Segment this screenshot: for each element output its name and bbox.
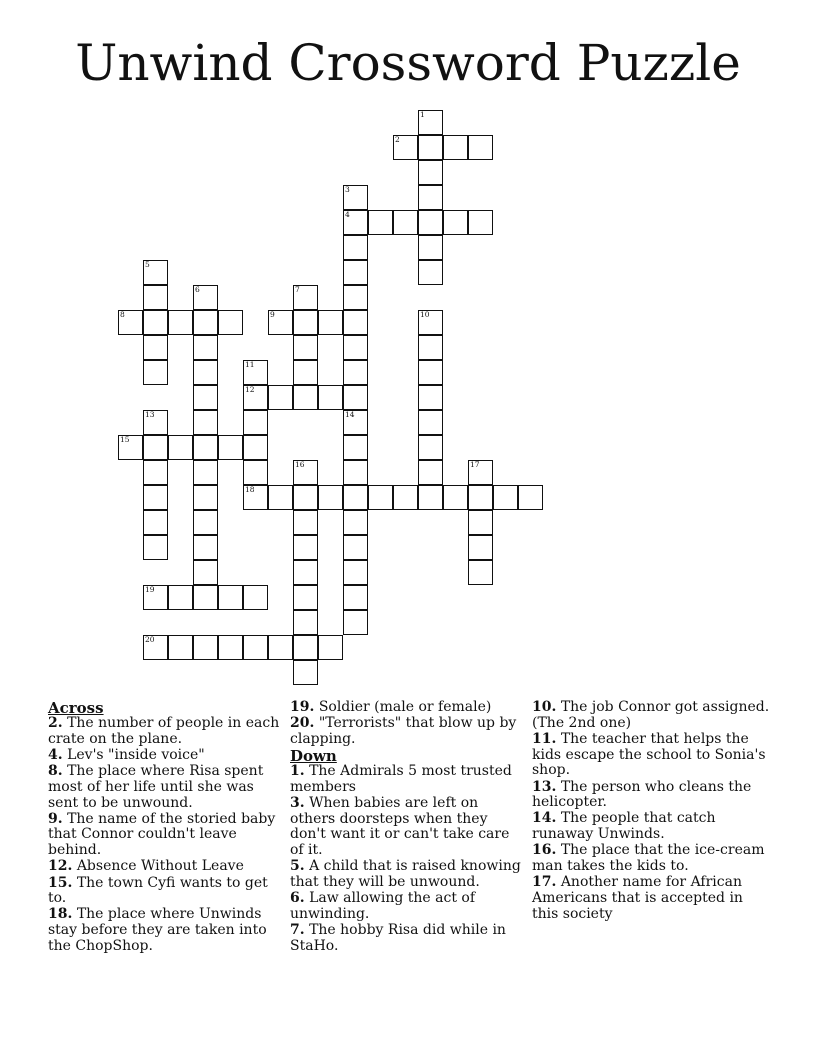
grid-cell[interactable] xyxy=(343,585,368,610)
down-heading: Down xyxy=(290,747,337,766)
clue-down-13: 13. The person who cleans the helicopter. xyxy=(532,778,752,811)
grid-cell[interactable] xyxy=(343,335,368,360)
grid-cell[interactable] xyxy=(418,260,443,285)
grid-cell[interactable] xyxy=(418,185,443,210)
grid-cell[interactable] xyxy=(293,660,318,685)
grid-cell[interactable] xyxy=(243,410,268,435)
clue-number: 18 xyxy=(245,485,255,494)
grid-cell[interactable] xyxy=(193,335,218,360)
grid-cell[interactable] xyxy=(118,310,143,335)
clue-number: 5 xyxy=(145,260,150,269)
grid-cell[interactable] xyxy=(468,485,493,510)
grid-cell[interactable] xyxy=(318,310,343,335)
grid-cell[interactable] xyxy=(193,535,218,560)
clue-number: 6 xyxy=(195,285,200,294)
grid-cell[interactable] xyxy=(443,485,468,510)
clues-column-1 xyxy=(48,700,284,955)
grid-cell[interactable] xyxy=(468,510,493,535)
grid-cell[interactable] xyxy=(268,310,293,335)
grid-cell[interactable] xyxy=(143,310,168,335)
grid-cell[interactable] xyxy=(343,560,368,585)
grid-cell[interactable] xyxy=(418,360,443,385)
grid-cell[interactable] xyxy=(293,460,318,485)
clue-across-8: 8. The place where Risa spent most of her life until she was sent to be unwound. xyxy=(48,763,264,811)
grid-cell[interactable] xyxy=(293,310,318,335)
grid-cell[interactable] xyxy=(343,310,368,335)
grid-cell[interactable] xyxy=(318,485,343,510)
clue-across-19: 19. Soldier (male or female) xyxy=(290,699,492,715)
grid-cell[interactable] xyxy=(243,385,268,410)
grid-cell[interactable] xyxy=(218,435,243,460)
grid-cell[interactable] xyxy=(318,635,343,660)
grid-cell[interactable] xyxy=(293,510,318,535)
grid-cell[interactable] xyxy=(418,385,443,410)
grid-cell[interactable] xyxy=(468,460,493,485)
grid-cell[interactable] xyxy=(518,485,543,510)
grid-cell[interactable] xyxy=(343,385,368,410)
grid-cell[interactable] xyxy=(493,485,518,510)
clue-across-9: 9. The name of the storied baby that Connor couldn't leave behind. xyxy=(48,810,276,859)
grid-cell[interactable] xyxy=(118,435,143,460)
grid-cell[interactable] xyxy=(393,210,418,235)
clue-number: 20 xyxy=(145,635,155,644)
clue-number: 3 xyxy=(345,185,350,194)
grid-cell[interactable] xyxy=(293,385,318,410)
grid-cell[interactable] xyxy=(293,610,318,635)
grid-cell[interactable] xyxy=(418,435,443,460)
grid-cell[interactable] xyxy=(143,460,168,485)
across-heading: Across xyxy=(48,699,104,717)
grid-cell[interactable] xyxy=(418,160,443,185)
clue-across-20: 20. "Terrorists" that blow up by clapping. xyxy=(290,715,517,747)
grid-cell[interactable] xyxy=(393,135,418,160)
grid-cell[interactable] xyxy=(343,285,368,310)
grid-cell[interactable] xyxy=(418,210,443,235)
grid-cell[interactable] xyxy=(468,210,493,235)
grid-cell[interactable] xyxy=(293,585,318,610)
grid-cell[interactable] xyxy=(193,385,218,410)
clues-column-3 xyxy=(532,700,772,923)
grid-cell[interactable] xyxy=(193,560,218,585)
grid-cell[interactable] xyxy=(343,185,368,210)
grid-cell[interactable] xyxy=(143,510,168,535)
clue-down-1: 1. The Admirals 5 most trusted members xyxy=(290,763,512,795)
grid-cell[interactable] xyxy=(268,485,293,510)
grid-cell[interactable] xyxy=(243,485,268,510)
grid-cell[interactable] xyxy=(268,385,293,410)
grid-cell[interactable] xyxy=(193,485,218,510)
clue-down-3: 3. When babies are left on others doorsteps when they don't want it or can't take care of it. xyxy=(290,795,510,859)
grid-cell[interactable] xyxy=(268,635,293,660)
clue-number: 8 xyxy=(120,310,125,319)
clue-number: 13 xyxy=(145,410,155,419)
grid-cell[interactable] xyxy=(143,360,168,385)
grid-cell[interactable] xyxy=(343,435,368,460)
clue-down-5: 5. A child that is raised knowing that they will be unwound. xyxy=(290,858,521,891)
clue-down-14: 14. The people that catch runaway Unwinds. xyxy=(532,810,716,843)
grid-cell[interactable] xyxy=(418,135,443,160)
clue-number: 12 xyxy=(245,385,255,394)
clue-across-18: 18. The place where Unwinds stay before they are taken into the ChopShop. xyxy=(48,906,267,954)
grid-cell[interactable] xyxy=(418,110,443,135)
grid-cell[interactable] xyxy=(143,335,168,360)
grid-cell[interactable] xyxy=(418,460,443,485)
grid-cell[interactable] xyxy=(418,485,443,510)
grid-cell[interactable] xyxy=(343,535,368,560)
grid-cell[interactable] xyxy=(243,360,268,385)
grid-cell[interactable] xyxy=(143,535,168,560)
grid-cell[interactable] xyxy=(168,435,193,460)
clue-number: 4 xyxy=(345,210,350,219)
grid-cell[interactable] xyxy=(418,310,443,335)
grid-cell[interactable] xyxy=(243,585,268,610)
clue-across-2: 2. The number of people in each crate on the plane. xyxy=(48,715,280,747)
grid-cell[interactable] xyxy=(193,360,218,385)
clue-number: 9 xyxy=(270,310,275,319)
clue-number: 19 xyxy=(145,585,155,594)
clue-number: 15 xyxy=(120,435,130,444)
clue-number: 17 xyxy=(470,460,480,469)
grid-cell[interactable] xyxy=(218,585,243,610)
clues-column-2 xyxy=(290,700,524,955)
grid-cell[interactable] xyxy=(418,335,443,360)
grid-cell[interactable] xyxy=(143,485,168,510)
clue-number: 11 xyxy=(245,360,255,369)
grid-cell[interactable] xyxy=(218,310,243,335)
grid-cell[interactable] xyxy=(143,635,168,660)
grid-cell[interactable] xyxy=(343,210,368,235)
grid-cell[interactable] xyxy=(468,535,493,560)
clue-across-4: 4. Lev's "inside voice" xyxy=(48,746,205,763)
grid-cell[interactable] xyxy=(243,460,268,485)
clue-down-11: 11. The teacher that helps the kids escape the school to Sonia's shop. xyxy=(532,730,766,779)
grid-cell[interactable] xyxy=(318,385,343,410)
grid-cell[interactable] xyxy=(243,635,268,660)
grid-cell[interactable] xyxy=(343,235,368,260)
grid-cell[interactable] xyxy=(293,485,318,510)
clue-down-7: 7. The hobby Risa did while in StaHo. xyxy=(290,922,506,954)
grid-cell[interactable] xyxy=(293,635,318,660)
clue-down-16: 16. The place that the ice-cream man takes the kids to. xyxy=(532,842,765,875)
clue-down-10: 10. The job Connor got assigned. (The 2nd one) xyxy=(532,699,770,731)
grid-cell[interactable] xyxy=(143,260,168,285)
grid-cell[interactable] xyxy=(193,585,218,610)
grid-cell[interactable] xyxy=(343,485,368,510)
grid-cell[interactable] xyxy=(343,360,368,385)
grid-cell[interactable] xyxy=(143,585,168,610)
grid-cell[interactable] xyxy=(293,560,318,585)
grid-cell[interactable] xyxy=(443,210,468,235)
grid-cell[interactable] xyxy=(343,610,368,635)
grid-cell[interactable] xyxy=(418,235,443,260)
grid-cell[interactable] xyxy=(293,360,318,385)
grid-cell[interactable] xyxy=(393,485,418,510)
grid-cell[interactable] xyxy=(143,285,168,310)
grid-cell[interactable] xyxy=(193,635,218,660)
grid-cell[interactable] xyxy=(193,510,218,535)
grid-cell[interactable] xyxy=(293,335,318,360)
grid-cell[interactable] xyxy=(293,285,318,310)
grid-cell[interactable] xyxy=(143,410,168,435)
grid-cell[interactable] xyxy=(368,485,393,510)
grid-cell[interactable] xyxy=(343,510,368,535)
grid-cell[interactable] xyxy=(468,135,493,160)
grid-cell[interactable] xyxy=(243,435,268,460)
grid-cell[interactable] xyxy=(443,135,468,160)
grid-cell[interactable] xyxy=(343,260,368,285)
grid-cell[interactable] xyxy=(218,635,243,660)
clue-number: 1 xyxy=(420,110,425,119)
clue-number: 14 xyxy=(345,410,355,419)
grid-cell[interactable] xyxy=(418,410,443,435)
grid-cell[interactable] xyxy=(193,285,218,310)
grid-cell[interactable] xyxy=(368,210,393,235)
grid-cell[interactable] xyxy=(168,585,193,610)
grid-cell[interactable] xyxy=(168,635,193,660)
grid-cell[interactable] xyxy=(168,310,193,335)
grid-cell[interactable] xyxy=(193,410,218,435)
clue-across-15: 15. The town Cyfi wants to get to. xyxy=(48,874,268,907)
clue-number: 16 xyxy=(295,460,305,469)
clue-number: 2 xyxy=(395,135,400,144)
grid-cell[interactable] xyxy=(293,535,318,560)
page-title: Unwind Crossword Puzzle xyxy=(75,34,741,92)
clue-number: 7 xyxy=(295,285,300,294)
clue-across-12: 12. Absence Without Leave xyxy=(48,858,244,875)
grid-cell[interactable] xyxy=(193,435,218,460)
grid-cell[interactable] xyxy=(143,435,168,460)
grid-cell[interactable] xyxy=(193,310,218,335)
grid-cell[interactable] xyxy=(343,410,368,435)
clue-down-6: 6. Law allowing the act of unwinding. xyxy=(290,890,476,922)
grid-cell[interactable] xyxy=(193,460,218,485)
clue-down-17: 17. Another name for African Americans that is accepted in this society xyxy=(532,874,743,922)
clue-number: 10 xyxy=(420,310,430,319)
grid-cell[interactable] xyxy=(468,560,493,585)
grid-cell[interactable] xyxy=(343,460,368,485)
